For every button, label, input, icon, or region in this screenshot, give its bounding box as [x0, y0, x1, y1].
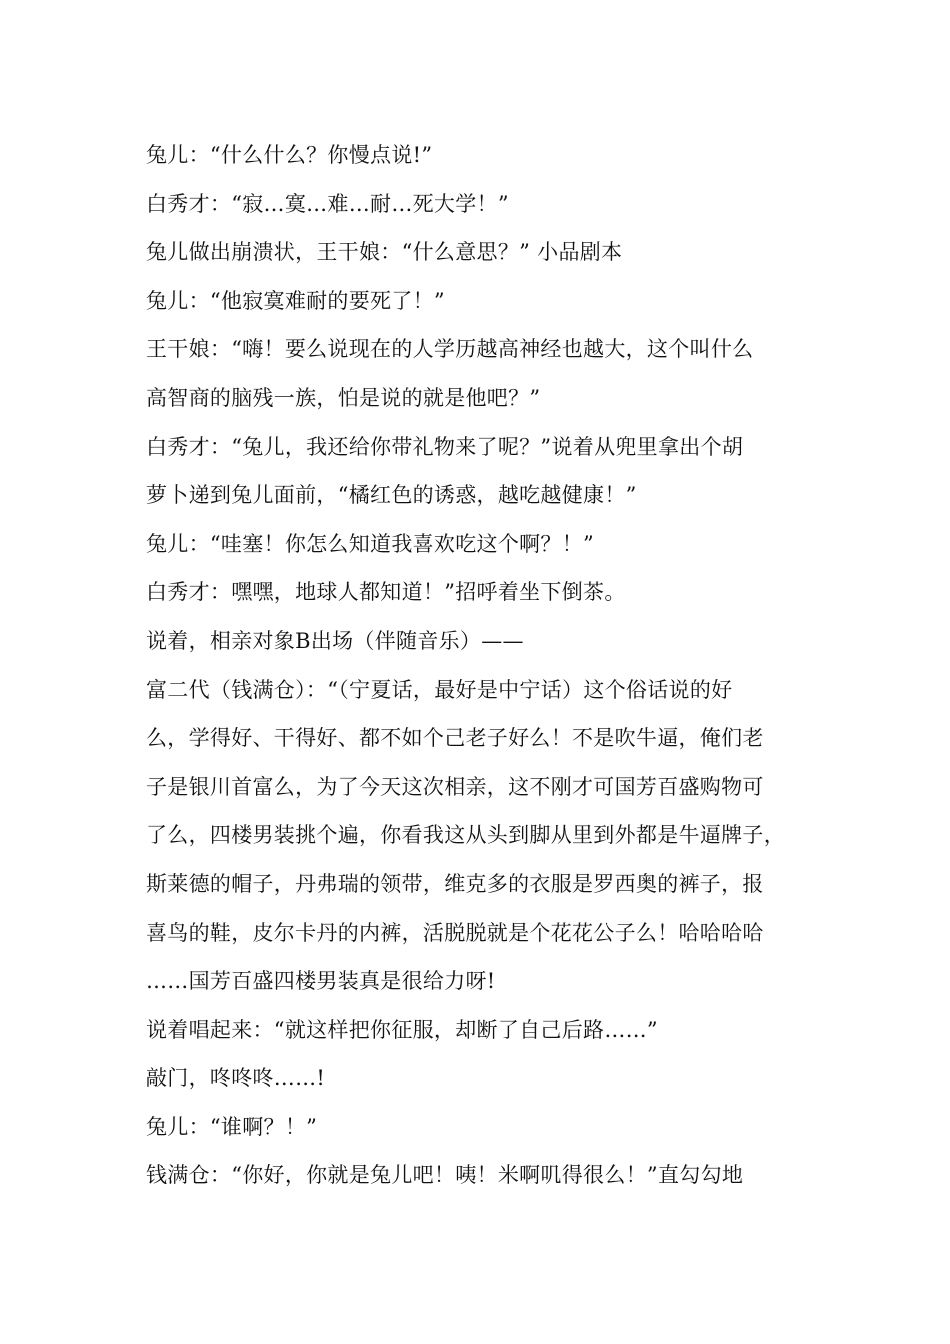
text-line: 子是银川首富么，为了今天这次相亲，这不刚才可国芳百盛购物可	[146, 774, 764, 799]
text-line: 喜鸟的鞋，皮尔卡丹的内裤，活脱脱就是个花花公子么！哈哈哈哈	[146, 920, 764, 945]
text-line: 兔儿：“什么什么？你慢点说!”	[146, 143, 433, 167]
text-line: 白秀才：“兔儿，我还给你带礼物来了呢？”说着从兜里拿出个胡	[146, 434, 744, 459]
text-line: 萝卜递到兔儿面前，“橘红色的诱惑，越吃越健康！”	[146, 483, 637, 508]
text-line: 兔儿：“谁啊？！”	[146, 1114, 318, 1139]
script-text	[146, 131, 826, 1200]
text-line: 王干娘：“嗨！要么说现在的人学历越高神经也越大，这个叫什么	[146, 337, 754, 362]
text-line: 钱满仓：“你好，你就是兔儿吧！咦！米啊叽得很么！”直勾勾地	[146, 1163, 744, 1188]
text-line: 说着，相亲对象B出场（伴随音乐）——	[146, 628, 524, 653]
text-line: 兔儿：“哇塞！你怎么知道我喜欢吃这个啊？！”	[146, 531, 595, 556]
text-line: 白秀才：“寂…寞…难…耐…死大学！”	[146, 191, 509, 216]
text-line: 高智商的脑残一族，怕是说的就是他吧？”	[146, 385, 541, 410]
text-line: 兔儿做出崩溃状，王干娘：“什么意思？” 小品剧本	[146, 240, 623, 265]
text-line: ……国芳百盛四楼男装真是很给力呀!	[146, 969, 496, 994]
text-line: 斯莱德的帽子，丹弗瑞的领带，维克多的衣服是罗西奥的裤子，报	[146, 871, 764, 896]
text-line: 了么，四楼男装挑个遍，你看我这从头到脚从里到外都是牛逼牌子，	[146, 823, 785, 848]
text-line: 么，学得好、干得好、都不如个己老子好么！不是吹牛逼，俺们老	[146, 726, 764, 751]
text-line: 敲门，咚咚咚……!	[146, 1066, 326, 1091]
text-line: 白秀才：嘿嘿，地球人都知道！”招呼着坐下倒茶。	[146, 580, 626, 605]
text-line: 兔儿：“他寂寞难耐的要死了！”	[146, 288, 445, 313]
text-line: 富二代（钱满仓）：“（宁夏话，最好是中宁话）这个俗话说的好	[146, 677, 733, 702]
text-line: 说着唱起来：“就这样把你征服，却断了自己后路……”	[146, 1017, 658, 1042]
